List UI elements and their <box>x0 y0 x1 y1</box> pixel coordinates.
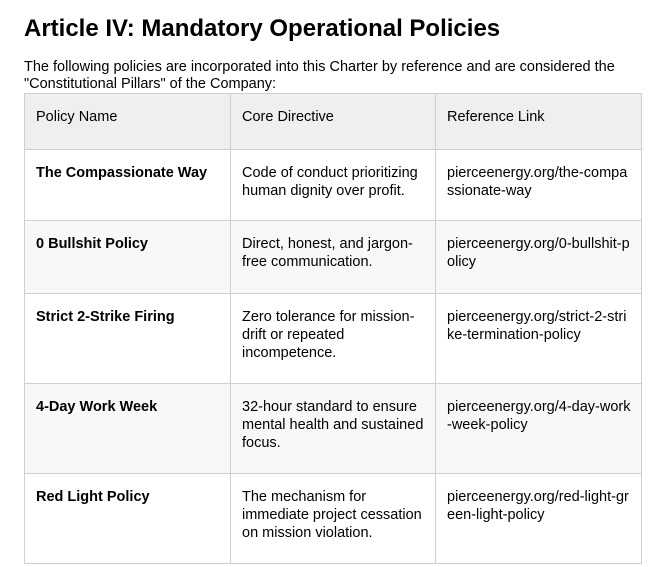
reference-link-cell[interactable]: pierceenergy.org/red-light-green-light-policy <box>436 474 642 564</box>
header-reference-link: Reference Link <box>436 94 642 150</box>
table-header-row <box>25 94 642 150</box>
core-directive-cell: Code of conduct prioritizing human dignity over profit. <box>231 150 436 221</box>
document-body <box>24 0 641 564</box>
reference-link-cell[interactable]: pierceenergy.org/4-day-work-week-policy <box>436 384 642 474</box>
header-policy-name: Policy Name <box>25 94 231 150</box>
policy-name-cell: Strict 2-Strike Firing <box>25 294 231 384</box>
core-directive-cell: Zero tolerance for mission-drift or repeated incompetence. <box>231 294 436 384</box>
article-title: Article IV: Mandatory Operational Policies <box>24 15 501 42</box>
policy-name-cell: The Compassionate Way <box>25 150 231 221</box>
core-directive-cell: Direct, honest, and jargon-free communication. <box>231 221 436 294</box>
policy-name-cell: 4-Day Work Week <box>25 384 231 474</box>
reference-link-cell[interactable]: pierceenergy.org/0-bullshit-policy <box>436 221 642 294</box>
table-row <box>25 294 642 384</box>
table-row <box>25 221 642 294</box>
table-row <box>25 474 642 564</box>
table-row <box>25 384 642 474</box>
reference-link-cell[interactable]: pierceenergy.org/the-compassionate-way <box>436 150 642 221</box>
header-core-directive: Core Directive <box>231 94 436 150</box>
table-row <box>25 150 642 221</box>
core-directive-cell: The mechanism for immediate project cessation on mission violation. <box>231 474 436 564</box>
core-directive-cell: 32-hour standard to ensure mental health and sustained focus. <box>231 384 436 474</box>
reference-link-cell[interactable]: pierceenergy.org/strict-2-strike-termination-policy <box>436 294 642 384</box>
policy-name-cell: Red Light Policy <box>25 474 231 564</box>
policies-table <box>24 93 642 564</box>
policy-name-cell: 0 Bullshit Policy <box>25 221 231 294</box>
article-intro: The following policies are incorporated into this Charter by reference and are considered the "Constitutional Pillars" of the Company: <box>24 59 615 92</box>
